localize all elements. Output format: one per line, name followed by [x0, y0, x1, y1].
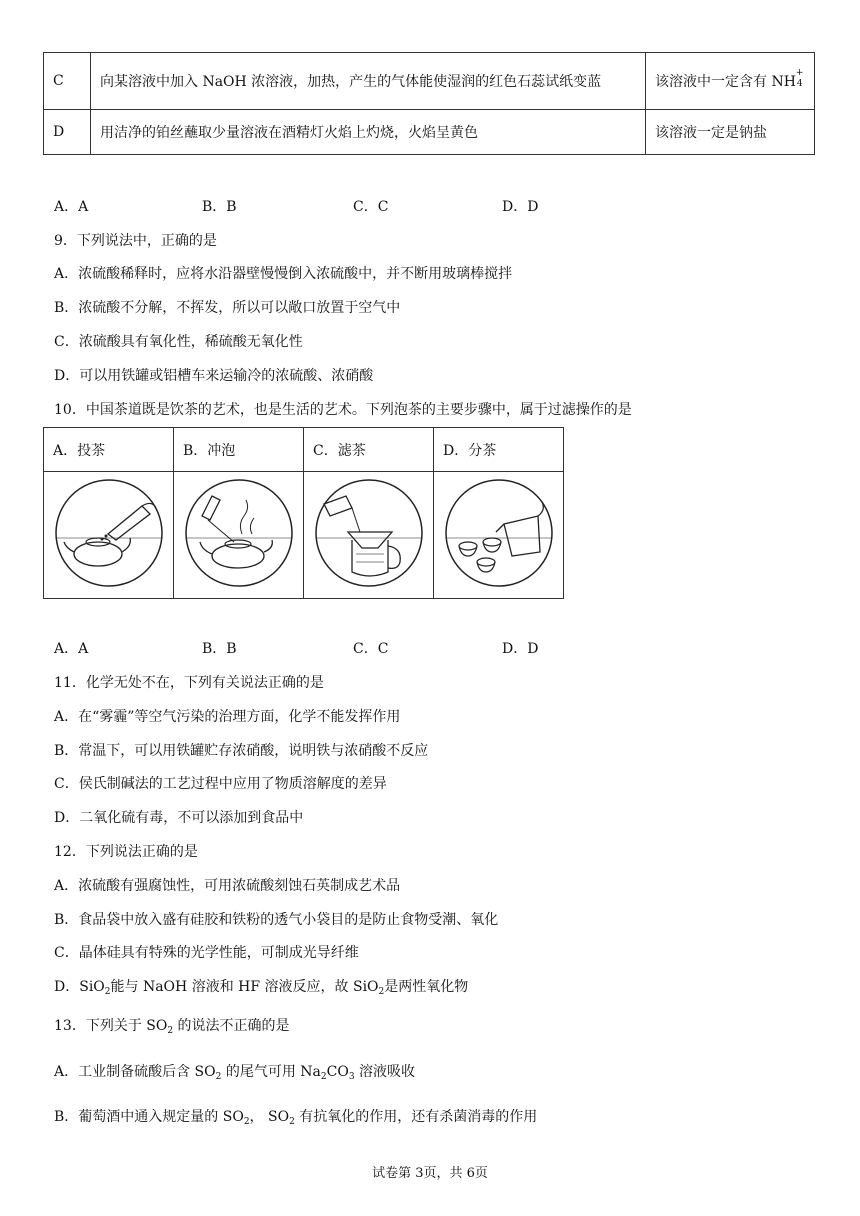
- q10-option-c[interactable]: C．C: [353, 641, 389, 657]
- row-conclusion: 该溶液中一定含有 NH + 4: [646, 53, 815, 110]
- q12-stem: 12．下列说法正确的是: [54, 844, 198, 860]
- q8-option-d[interactable]: D．D: [502, 199, 539, 215]
- q9-option-d[interactable]: D．可以用铁罐或铝槽车来运输冷的浓硫酸、浓硝酸: [54, 368, 374, 384]
- q11-option-b[interactable]: B．常温下，可以用铁罐贮存浓硝酸，说明铁与浓硝酸不反应: [54, 743, 429, 759]
- q10-option-a[interactable]: A．A: [54, 641, 89, 657]
- q8-option-b[interactable]: B．B: [202, 199, 237, 215]
- row-letter: D: [44, 110, 91, 155]
- tea-serve-illustration: [434, 472, 564, 599]
- q11-option-c[interactable]: C．侯氏制碱法的工艺过程中应用了物质溶解度的差异: [54, 776, 387, 792]
- q8-option-c[interactable]: C．C: [353, 199, 389, 215]
- q10-header-c: C．滤茶: [304, 428, 434, 472]
- q9-option-a[interactable]: A．浓硫酸稀释时，应将水沿器壁慢慢倒入浓硫酸中，并不断用玻璃棒搅拌: [54, 266, 513, 282]
- q13-option-a[interactable]: A．工业制备硫酸后含 $SO_2$ 的尾气可用 $Na_2CO_3$ 溶液吸收: [54, 1064, 415, 1082]
- q8-table: [43, 52, 815, 155]
- q12-option-d[interactable]: D．SiO$_2$能与 NaOH 溶液和 HF 溶液反应，故 SiO$_2$是两性氧化物: [54, 979, 469, 997]
- tea-brew-illustration: [174, 472, 304, 599]
- q10-stem: 10．中国茶道既是饮茶的艺术，也是生活的艺术。下列泡茶的主要步骤中，属于过滤操作的是: [54, 402, 632, 418]
- q9-stem: 9．下列说法中，正确的是: [54, 233, 217, 249]
- q10-header-a: A．投茶: [44, 428, 174, 472]
- table-row: [44, 110, 815, 155]
- q12-option-a[interactable]: A．浓硫酸有强腐蚀性，可用浓硫酸刻蚀石英制成艺术品: [54, 878, 401, 894]
- q11-option-d[interactable]: D．二氧化硫有毒，不可以添加到食品中: [54, 810, 304, 826]
- row-conclusion: 该溶液一定是钠盐: [646, 110, 815, 155]
- tea-pour-illustration: [44, 472, 174, 599]
- q9-option-b[interactable]: B．浓硫酸不分解，不挥发，所以可以敞口放置于空气中: [54, 300, 401, 316]
- q10-option-d[interactable]: D．D: [502, 641, 539, 657]
- q9-option-c[interactable]: C．浓硫酸具有氧化性，稀硫酸无氧化性: [54, 334, 303, 350]
- q10-header-b: B．冲泡: [174, 428, 304, 472]
- q13-stem: 13．下列关于 $SO_2$ 的说法不正确的是: [54, 1018, 290, 1036]
- q8-option-a[interactable]: A．A: [54, 199, 89, 215]
- q10-option-b[interactable]: B．B: [202, 641, 237, 657]
- q10-table: [43, 427, 564, 599]
- row-letter: C: [44, 53, 91, 110]
- q11-stem: 11．化学无处不在，下列有关说法正确的是: [54, 675, 324, 691]
- page-footer: 试卷第 3页，共 6页: [372, 1166, 488, 1181]
- table-row: [44, 53, 815, 110]
- tea-filter-illustration: [304, 472, 434, 599]
- row-operation: 用洁净的铂丝蘸取少量溶液在酒精灯火焰上灼烧，火焰呈黄色: [91, 110, 646, 155]
- q12-option-c[interactable]: C．晶体硅具有特殊的光学性能，可制成光导纤维: [54, 945, 359, 961]
- q10-header-d: D．分茶: [434, 428, 564, 472]
- q13-option-b[interactable]: B．葡萄酒中通入规定量的 $SO_2$， $SO_2$ 有抗氧化的作用，还有杀菌消毒的作用: [54, 1109, 538, 1127]
- q11-option-a[interactable]: A．在“雾霾”等空气污染的治理方面，化学不能发挥作用: [54, 709, 401, 725]
- row-operation: 向某溶液中加入 NaOH 浓溶液，加热，产生的气体能使湿润的红色石蕊试纸变蓝: [91, 53, 646, 110]
- q12-option-b[interactable]: B．食品袋中放入盛有硅胶和铁粉的透气小袋目的是防止食物受潮、氧化: [54, 912, 499, 928]
